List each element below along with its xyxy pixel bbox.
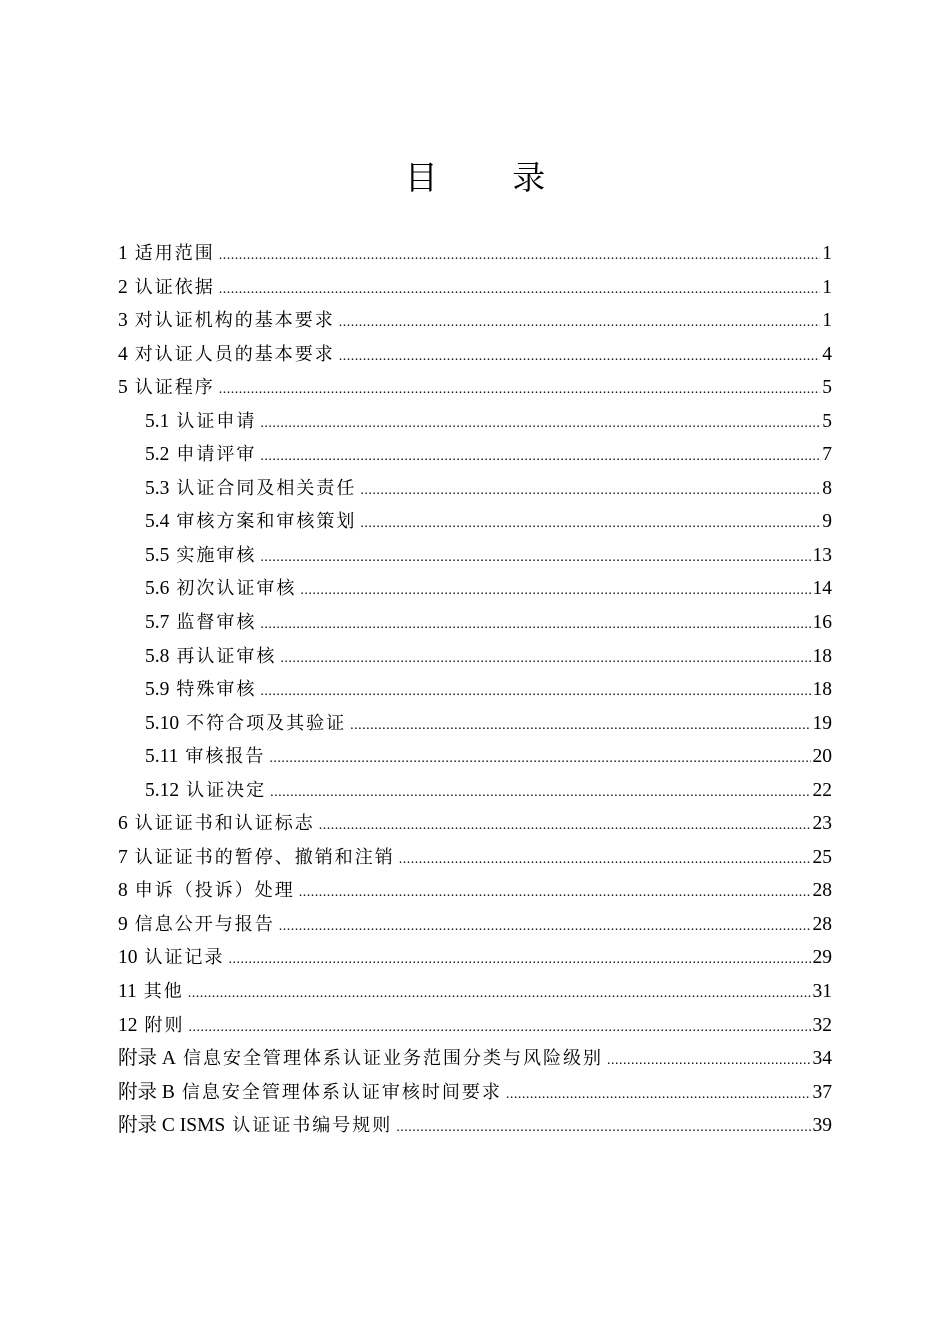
toc-entry[interactable] [118, 237, 832, 271]
toc-subentry[interactable] [118, 774, 832, 808]
toc-page: 8 [822, 477, 832, 499]
page-title: 目 录 [404, 158, 578, 197]
toc-entry[interactable] [118, 271, 832, 305]
toc-subentry[interactable] [118, 405, 832, 439]
toc-number: 4 [118, 343, 128, 365]
dot-leader [260, 541, 810, 575]
toc-label: 认证程序 [134, 377, 215, 399]
dot-leader [219, 373, 821, 407]
toc-label: 审核报告 [185, 746, 266, 768]
toc-number: 5.12 [145, 779, 180, 801]
toc-label: 对认证机构的基本要求 [134, 310, 335, 332]
toc-entry[interactable] [118, 1042, 832, 1076]
toc-label: 认证证书的暂停、撤销和注销 [134, 846, 395, 868]
toc-page: 1 [822, 310, 832, 332]
toc-number: 5.6 [145, 578, 170, 600]
toc-number: 2 [118, 276, 128, 298]
dot-leader [280, 642, 810, 676]
toc-label: 特殊审核 [176, 679, 257, 701]
toc-number: 5.11 [145, 746, 179, 768]
toc-label: 认证依据 [134, 276, 215, 298]
toc-subentry[interactable] [118, 539, 832, 573]
dot-leader [229, 943, 811, 977]
toc-page: 22 [812, 779, 832, 801]
dot-leader [279, 910, 811, 944]
dot-leader [260, 608, 810, 642]
toc-entry[interactable] [118, 908, 832, 942]
toc-label: 适用范围 [134, 243, 215, 264]
toc-label: 信息公开与报告 [134, 913, 275, 935]
toc-label: 认证申请 [176, 410, 257, 432]
toc-subentry[interactable] [118, 505, 832, 539]
toc-page: 20 [812, 746, 832, 768]
toc-number: 12 [118, 1014, 138, 1036]
toc-number: 1 [118, 243, 128, 264]
toc-page: 16 [812, 612, 832, 634]
dot-leader [260, 675, 810, 709]
toc-label: 审核方案和审核策划 [176, 511, 357, 533]
dot-leader [339, 306, 821, 340]
toc-number: 10 [118, 947, 138, 969]
toc-label: 认证决定 [186, 779, 267, 801]
toc-page: 9 [822, 511, 832, 533]
toc-number: 5.3 [145, 477, 170, 499]
dot-leader [299, 876, 811, 910]
toc-number: 5.10 [145, 712, 180, 734]
toc-page: 39 [812, 1115, 832, 1137]
toc-number: 11 [118, 981, 137, 1003]
dot-leader [219, 273, 821, 307]
table-of-contents [118, 237, 832, 1143]
dot-leader [360, 474, 820, 508]
dot-leader [269, 742, 810, 776]
toc-page: 1 [822, 276, 832, 298]
toc-label: 认证证书编号规则 [232, 1115, 393, 1137]
toc-entry[interactable] [118, 874, 832, 908]
toc-entry[interactable] [118, 304, 832, 338]
toc-page: 13 [812, 544, 832, 566]
toc-entry[interactable] [118, 807, 832, 841]
toc-page: 19 [812, 712, 832, 734]
toc-number: 5.9 [145, 679, 170, 701]
toc-number: 5 [118, 377, 128, 399]
toc-number: 8 [118, 880, 128, 902]
dot-leader [260, 440, 820, 474]
toc-entry[interactable] [118, 941, 832, 975]
toc-label: 申请评审 [176, 444, 257, 466]
toc-entry[interactable] [118, 371, 832, 405]
dot-leader [189, 1011, 811, 1045]
dot-leader [260, 407, 820, 441]
toc-number: 5.4 [145, 511, 170, 533]
toc-label: 初次认证审核 [176, 578, 297, 600]
dot-leader [270, 776, 810, 810]
toc-label: 监督审核 [176, 612, 257, 634]
toc-page: 5 [822, 410, 832, 432]
dot-leader [607, 1044, 811, 1078]
toc-page: 28 [812, 880, 832, 902]
toc-subentry[interactable] [118, 472, 832, 506]
toc-subentry[interactable] [118, 640, 832, 674]
toc-label: 不符合项及其验证 [186, 712, 347, 734]
toc-page: 18 [812, 679, 832, 701]
toc-entry[interactable] [118, 1109, 832, 1143]
toc-number: 5.8 [145, 645, 170, 667]
toc-page: 1 [822, 243, 832, 264]
dot-leader [506, 1078, 811, 1112]
toc-entry[interactable] [118, 841, 832, 875]
toc-number: 9 [118, 913, 128, 935]
toc-page: 5 [822, 377, 832, 399]
toc-label: 其他 [143, 981, 184, 1003]
toc-label: 认证合同及相关责任 [176, 477, 357, 499]
toc-page: 34 [812, 1048, 832, 1070]
toc-entry[interactable] [118, 975, 832, 1009]
toc-subentry[interactable] [118, 740, 832, 774]
toc-page: 18 [812, 645, 832, 667]
toc-page: 37 [812, 1081, 832, 1103]
toc-label: 对认证人员的基本要求 [134, 343, 335, 365]
toc-page: 28 [812, 913, 832, 935]
dot-leader [396, 1111, 810, 1145]
dot-leader [339, 340, 821, 374]
toc-number: 5.1 [145, 410, 170, 432]
toc-number: 5.7 [145, 612, 170, 634]
dot-leader [399, 843, 811, 877]
dot-leader [360, 507, 820, 541]
toc-number: 6 [118, 813, 128, 835]
toc-entry[interactable] [118, 1076, 832, 1110]
toc-number: 附录 B [118, 1081, 175, 1103]
toc-label: 附则 [144, 1014, 185, 1036]
toc-number: 3 [118, 310, 128, 332]
dot-leader [219, 239, 821, 273]
toc-label: 实施审核 [176, 544, 257, 566]
toc-label: 信息安全管理体系认证审核时间要求 [181, 1081, 502, 1103]
toc-label: 信息安全管理体系认证业务范围分类与风险级别 [182, 1048, 603, 1070]
toc-page: 23 [812, 813, 832, 835]
toc-page: 14 [812, 578, 832, 600]
toc-number: 附录 C ISMS [118, 1115, 226, 1137]
toc-entry[interactable] [118, 338, 832, 372]
toc-page: 7 [822, 444, 832, 466]
toc-page: 29 [812, 947, 832, 969]
dot-leader [350, 709, 810, 743]
toc-label: 认证记录 [144, 947, 225, 969]
toc-number: 附录 A [118, 1048, 176, 1070]
toc-label: 认证证书和认证标志 [134, 813, 315, 835]
toc-page: 25 [812, 846, 832, 868]
toc-subentry[interactable] [118, 438, 832, 472]
toc-page: 31 [812, 981, 832, 1003]
toc-entry[interactable] [118, 1009, 832, 1043]
toc-number: 5.5 [145, 544, 170, 566]
toc-subentry[interactable] [118, 606, 832, 640]
dot-leader [319, 809, 811, 843]
toc-label: 申诉（投诉）处理 [134, 880, 295, 902]
toc-number: 5.2 [145, 444, 170, 466]
toc-subentry[interactable] [118, 572, 832, 606]
toc-subentry[interactable] [118, 673, 832, 707]
toc-subentry[interactable] [118, 707, 832, 741]
toc-page: 4 [822, 343, 832, 365]
dot-leader [300, 574, 810, 608]
toc-number: 7 [118, 846, 128, 868]
toc-label: 再认证审核 [176, 645, 277, 667]
dot-leader [188, 977, 811, 1011]
toc-page: 32 [812, 1014, 832, 1036]
